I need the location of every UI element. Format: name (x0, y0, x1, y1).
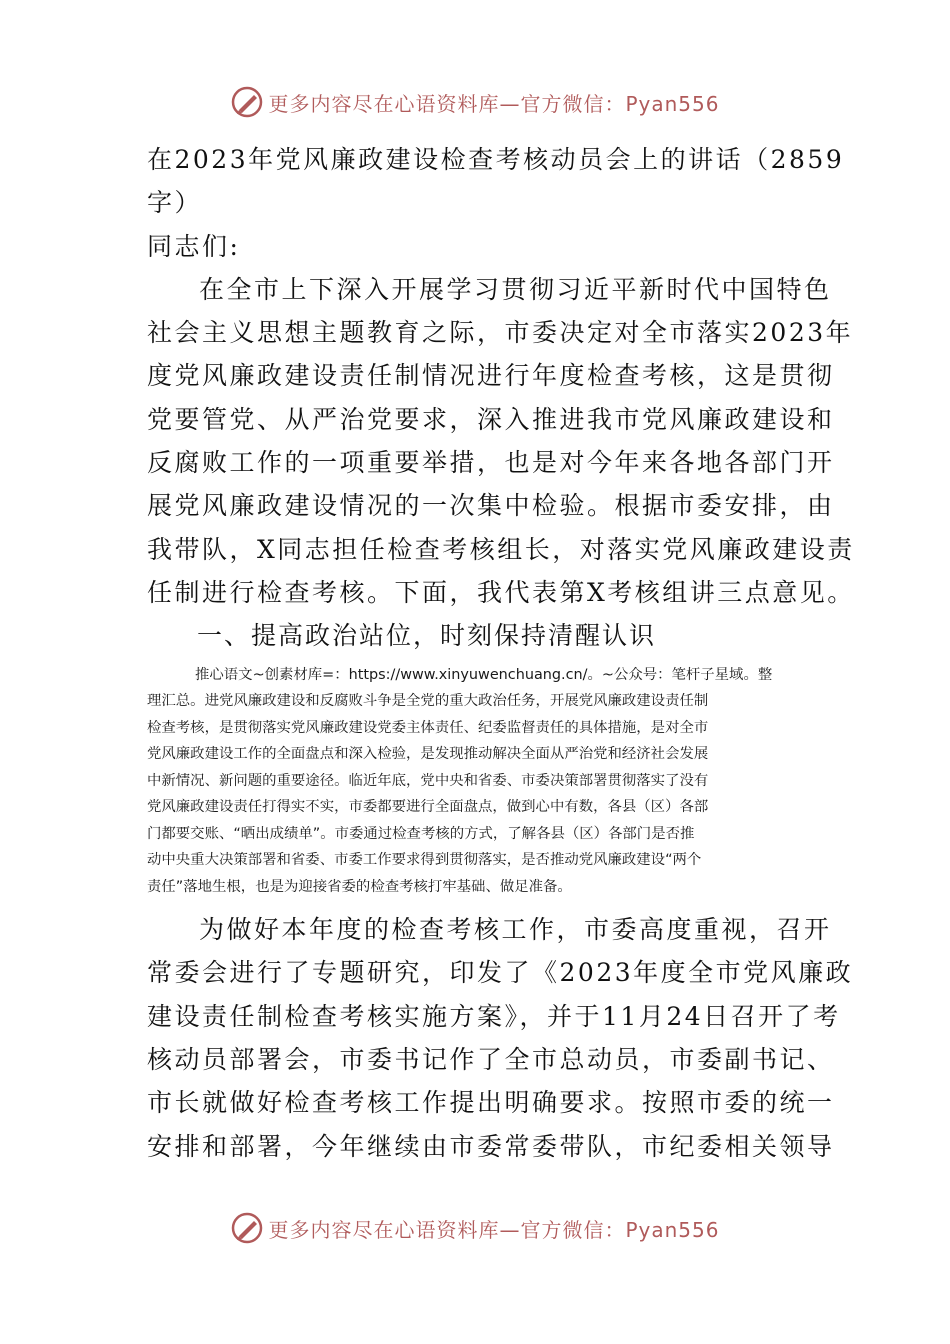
salutation: 同志们: (147, 231, 241, 261)
pen-logo-icon (230, 1211, 264, 1245)
small-line: 党风廉政建设责任打得实不实，市委都要进行全面盘点，做到心中有数，各县（区）各部 (147, 799, 709, 816)
paragraph-line: 为做好本年度的检查考核工作，市委高度重视，召开 (199, 915, 832, 945)
small-line: 门都要交账、“晒出成绩单”。市委通过检查考核的方式，了解各县（区）各部门是否推 (147, 825, 695, 842)
small-line: 党风廉政建设工作的全面盘点和深入检验，是发现推动解决全面从严治党和经济社会发展 (147, 746, 709, 763)
paragraph-line: 我带队，X同志担任检查考核组长，对落实党风廉政建设责 (147, 534, 855, 564)
section-heading: 一、提高政治站位，时刻保持清醒认识 (197, 621, 657, 651)
paragraph-line: 展党风廉政建设情况的一次集中检验。根据市委安排，由 (147, 491, 835, 521)
paragraph-line: 建设责任制检查考核实施方案》，并于11月24日召开了考 (147, 1001, 841, 1031)
paragraph-line: 社会主义思想主题教育之际，市委决定对全市落实2023年 (147, 318, 854, 348)
bottom-banner (0, 1208, 950, 1248)
paragraph-line: 度党风廉政建设责任制情况进行年度检查考核，这是贯彻 (147, 361, 835, 391)
title-line: 字） (147, 188, 203, 218)
paragraph-line: 反腐败工作的一项重要举措，也是对今年来各地各部门开 (147, 448, 835, 478)
paragraph-line: 常委会进行了专题研究，印发了《2023年度全市党风廉政 (147, 958, 854, 988)
small-line: 动中央重大决策部署和省委、市委工作要求得到贯彻落实，是否推动党风廉政建设“两个 (147, 852, 702, 869)
small-line: 责任”落地生根，也是为迎接省委的检查考核打牢基础、做足准备。 (147, 878, 572, 895)
small-line: 检查考核，是贯彻落实党风廉政建设党委主体责任、纪委监督责任的具体措施，是对全市 (147, 719, 709, 736)
paragraph-1 (147, 268, 855, 614)
document-title (147, 138, 845, 225)
paragraph-line: 安排和部署，今年继续由市委常委带队，市纪委相关领导 (147, 1131, 835, 1161)
paragraph-line: 任制进行检查考核。下面，我代表第X考核组讲三点意见。 (147, 577, 855, 607)
small-print-block (147, 662, 807, 901)
banner-text: 更多内容尽在心语资料库—官方微信：Pyan556 (268, 1217, 720, 1242)
small-line: 推心语文~创素材库=：https://www.xinyuwenchuang.cn/。~公众号：笔杆子星域。整 (195, 666, 773, 683)
paragraph-line: 核动员部署会，市委书记作了全市总动员，市委副书记、 (147, 1044, 835, 1074)
small-line: 理汇总。进党风廉政建设和反腐败斗争是全党的重大政治任务，开展党风廉政建设责任制 (147, 693, 709, 710)
small-line: 中新情况、新问题的重要途径。临近年底，党中央和省委、市委决策部署贯彻落实了没有 (147, 772, 709, 789)
pen-logo-icon (230, 85, 264, 119)
paragraph-line: 在全市上下深入开展学习贯彻习近平新时代中国特色 (199, 274, 832, 304)
paragraph-2 (147, 908, 854, 1168)
title-line: 在2023年党风廉政建设检查考核动员会上的讲话（2859 (147, 145, 845, 174)
paragraph-line: 党要管党、从严治党要求，深入推进我市党风廉政建设和 (147, 404, 835, 434)
top-banner (0, 82, 950, 122)
paragraph-line: 市长就做好检查考核工作提出明确要求。按照市委的统一 (147, 1088, 835, 1118)
banner-text: 更多内容尽在心语资料库—官方微信：Pyan556 (268, 91, 720, 116)
document-body (147, 138, 855, 1168)
